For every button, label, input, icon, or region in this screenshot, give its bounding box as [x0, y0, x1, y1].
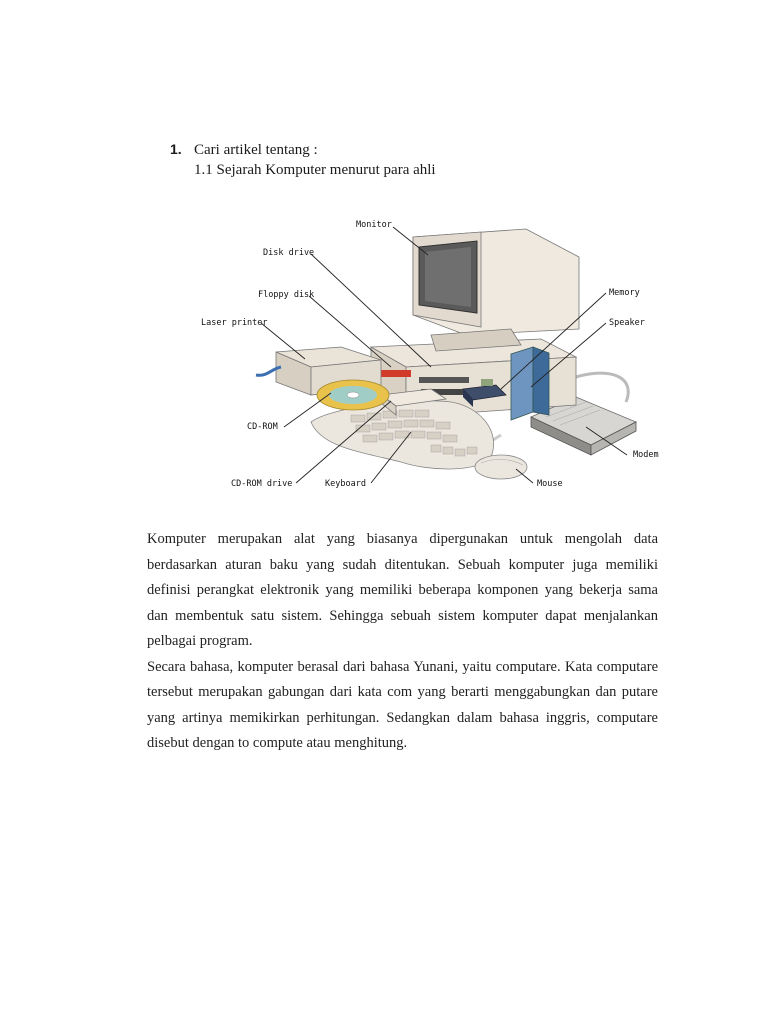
label-modem: Modem [633, 450, 659, 460]
question-text: Cari artikel tentang : [194, 142, 318, 158]
paragraph-1: Komputer merupakan alat yang biasanya dipergunakan untuk mengolah data berdasarkan aturan baku yang sudah ditentukan. Sebuah komputer juga memiliki definisi perangkat elektronik yang memiliki beberapa komponen yang bekerja sama dan membentuk satu sistem. Sehingga sebuah sistem komputer dapat menjalankan pelbagai program. [147, 531, 658, 649]
label-keyboard: Keyboard [325, 479, 366, 489]
speaker-device [511, 347, 549, 420]
label-cd-rom-drive: CD-ROM drive [231, 479, 293, 489]
label-laser-printer: Laser printer [201, 318, 268, 328]
label-speaker: Speaker [609, 318, 645, 328]
label-monitor: Monitor [356, 220, 392, 230]
label-floppy-disk: Floppy disk [258, 290, 315, 300]
keyboard-device [311, 401, 494, 469]
label-disk-drive: Disk drive [263, 248, 315, 258]
computer-illustration [181, 217, 687, 495]
question-number: 1. [170, 141, 182, 157]
question-subitem: 1.1 Sejarah Komputer menurut para ahli [194, 162, 436, 178]
label-memory: Memory [609, 288, 640, 298]
monitor-device [413, 229, 579, 351]
label-mouse: Mouse [537, 479, 563, 489]
question-block [170, 139, 436, 180]
mouse-device [475, 455, 527, 479]
body-text [147, 527, 658, 757]
computer-components-figure [181, 217, 687, 495]
label-cd-rom: CD-ROM [247, 422, 278, 432]
paragraph-2: Secara bahasa, komputer berasal dari bahasa Yunani, yaitu computare. Kata computare tersebut merupakan gabungan dari kata com yang berarti menggabungkan dan putare yang artinya memikirkan perhitungan. Sedangkan dalam bahasa inggris, computare disebut dengan to compute atau menghitung. [147, 658, 658, 751]
